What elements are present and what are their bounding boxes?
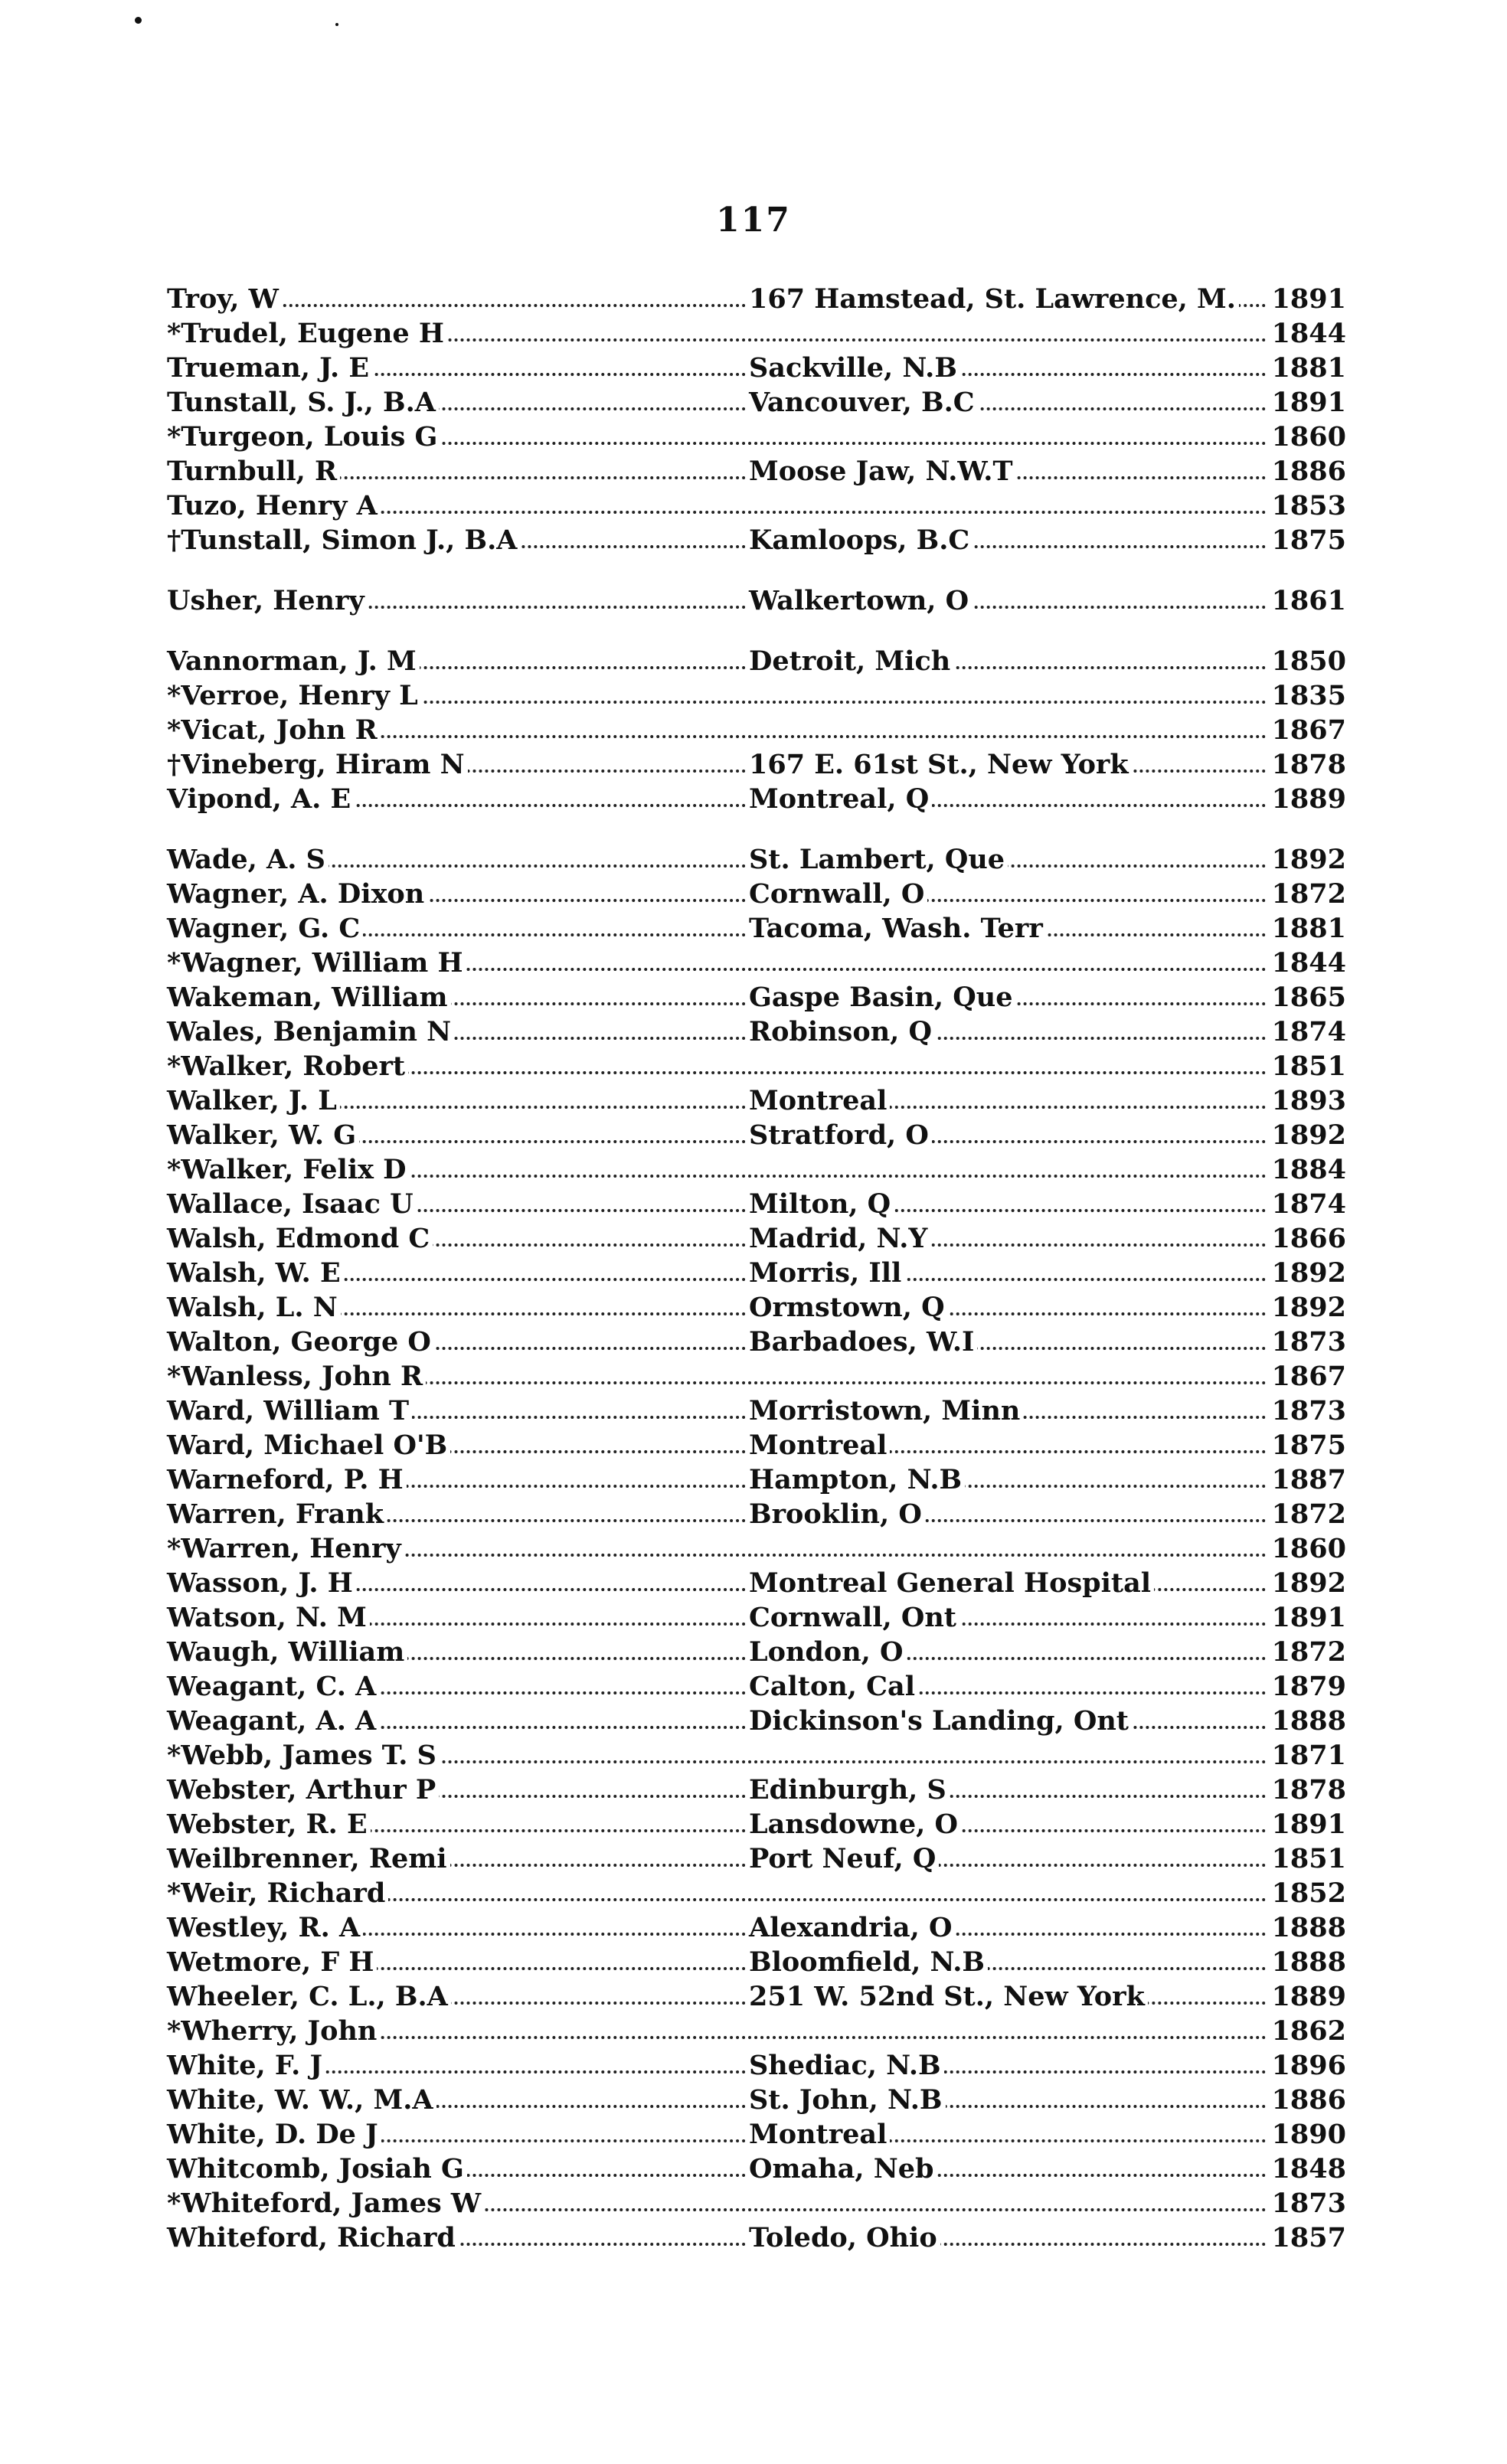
list-item [167,1910,1346,1945]
entry-year: 1896 [1267,2048,1346,2083]
entry-place: Cornwall, Ont [747,1600,959,1635]
entry-place: Walkertown, O [747,583,972,618]
entry-year: 1891 [1267,1807,1346,1841]
entry-name: *Warren, Henry [167,1531,404,1566]
entry-place: Omaha, Neb [747,2152,937,2186]
entry-name: Walton, George O [167,1325,434,1359]
list-item [167,1394,1346,1428]
entry-name: Weilbrenner, Remi [167,1841,450,1876]
entry-place: Dickinson's Landing, Ont [747,1704,1132,1738]
entry-place: Stratford, O [747,1118,932,1152]
entry-year: 1860 [1267,1531,1346,1566]
entry-name: *Wherry, John [167,2014,380,2048]
entry-place: Montreal [747,2117,890,2152]
entry-name: Warneford, P. H [167,1462,407,1497]
entry-year: 1888 [1267,1945,1346,1979]
list-item [167,1704,1346,1738]
entry-year: 1890 [1267,2117,1346,2152]
entry-name: *Walker, Robert [167,1049,408,1083]
list-item [167,1497,1346,1531]
entry-name: Weagant, C. A [167,1669,379,1704]
entry-place: Morristown, Minn [747,1394,1023,1428]
list-item [167,2014,1346,2048]
entry-name: Usher, Henry [167,583,368,618]
entry-year: 1886 [1267,2083,1346,2117]
list-item [167,489,1346,523]
entry-name: White, W. W., M.A [167,2083,436,2117]
entry-place: Hampton, N.B [747,1462,965,1497]
list-item [167,523,1346,557]
list-item [167,1841,1346,1876]
entry-year: 1862 [1267,2014,1346,2048]
entry-place: Robinson, Q [747,1015,935,1049]
list-item [167,1290,1346,1325]
entry-place: Toledo, Ohio [747,2221,940,2255]
entry-year: 1874 [1267,1187,1346,1221]
entry-place: Edinburgh, S [747,1773,950,1807]
list-item [167,980,1346,1015]
entry-name: White, F. J [167,2048,325,2083]
entry-place: Moose Jaw, N.W.T [747,454,1016,489]
entry-place: Gaspe Basin, Que [747,980,1015,1015]
entry-name: Whitcomb, Josiah G [167,2152,467,2186]
entry-year: 1835 [1267,678,1346,713]
list-item [167,1118,1346,1152]
entry-year: 1873 [1267,2186,1346,2221]
entry-name: Wetmore, F H [167,1945,377,1979]
entry-name: Tunstall, S. J., B.A [167,385,439,420]
entry-name: Wakeman, William [167,980,451,1015]
entry-year: 1873 [1267,1394,1346,1428]
entry-place: Vancouver, B.C [747,385,978,420]
entry-name: Webster, Arthur P [167,1773,439,1807]
list-item [167,1428,1346,1462]
entry-year: 1872 [1267,1635,1346,1669]
entry-place: Shediac, N.B [747,2048,944,2083]
entry-year: 1881 [1267,351,1346,385]
list-item [167,1462,1346,1497]
entry-year: 1884 [1267,1152,1346,1187]
entry-name: Wade, A. S [167,842,329,877]
entry-place: Montreal, Q [747,782,932,816]
entry-place: Brooklin, O [747,1497,925,1531]
entry-place: St. John, N.B [747,2083,946,2117]
entry-year: 1875 [1267,523,1346,557]
entry-name: Warren, Frank [167,1497,387,1531]
list-item [167,1979,1346,2014]
entry-name: Walker, J. L [167,1083,340,1118]
entry-name: Wasson, J. H [167,1566,356,1600]
list-item [167,2117,1346,2152]
list-item [167,1531,1346,1566]
entry-year: 1867 [1267,1359,1346,1394]
entry-year: 1857 [1267,2221,1346,2255]
entry-place: Sackville, N.B [747,351,960,385]
entry-place: Madrid, N.Y [747,1221,930,1256]
entry-name: Vipond, A. E [167,782,354,816]
list-item [167,1945,1346,1979]
page-number: 117 [716,201,791,240]
entry-name: Whiteford, Richard [167,2221,459,2255]
entry-year: 1860 [1267,420,1346,454]
list-item [167,1669,1346,1704]
entry-name: *Wagner, William H [167,946,466,980]
entry-year: 1889 [1267,1979,1346,2014]
entry-year: 1892 [1267,1118,1346,1152]
entry-place: Barbadoes, W.I [747,1325,977,1359]
entry-place: Calton, Cal [747,1669,918,1704]
entry-name: Wagner, G. C [167,911,363,946]
entry-name: *Turgeon, Louis G [167,420,440,454]
entry-name: Troy, W [167,282,282,316]
list-item [167,1566,1346,1600]
entry-year: 1872 [1267,1497,1346,1531]
entry-year: 1892 [1267,1566,1346,1600]
list-item [167,1187,1346,1221]
entry-year: 1879 [1267,1669,1346,1704]
entry-name: Watson, N. M [167,1600,370,1635]
list-item [167,1256,1346,1290]
entry-year: 1888 [1267,1910,1346,1945]
entry-year: 1844 [1267,316,1346,351]
entry-name: *Walker, Felix D [167,1152,410,1187]
list-item [167,2048,1346,2083]
entry-name: Wheeler, C. L., B.A [167,1979,451,2014]
entry-year: 1850 [1267,644,1346,678]
entry-name: *Weir, Richard [167,1876,388,1910]
entry-name: White, D. De J [167,2117,381,2152]
entry-year: 1848 [1267,2152,1346,2186]
entry-place: Cornwall, O [747,877,927,911]
entry-year: 1878 [1267,747,1346,782]
list-item [167,420,1346,454]
entry-name: Wallace, Isaac U [167,1187,417,1221]
list-item [167,1876,1346,1910]
entry-place: 167 E. 61st St., New York [747,747,1132,782]
scan-speck [135,17,142,24]
entry-year: 1891 [1267,282,1346,316]
entry-name: *Webb, James T. S [167,1738,440,1773]
entry-place: Ormstown, Q [747,1290,948,1325]
entry-name: *Verroe, Henry L [167,678,421,713]
scan-speck [335,23,338,26]
entry-place: Bloomfield, N.B [747,1945,988,1979]
entry-place: Port Neuf, Q [747,1841,939,1876]
entry-name: Walker, W. G [167,1118,359,1152]
entry-place: Montreal [747,1083,890,1118]
entry-name: Walsh, L. N [167,1290,341,1325]
entry-place: Detroit, Mich [747,644,953,678]
entry-place: Tacoma, Wash. Terr [747,911,1046,946]
entry-name: Trueman, J. E [167,351,372,385]
entry-year: 1892 [1267,842,1346,877]
entry-name: Webster, R. E [167,1807,371,1841]
entry-year: 1878 [1267,1773,1346,1807]
list-item [167,1221,1346,1256]
directory-list [167,282,1346,2255]
entry-year: 1874 [1267,1015,1346,1049]
entry-name: Vannorman, J. M [167,644,420,678]
entry-place: Morris, Ill [747,1256,904,1290]
entry-name: †Vineberg, Hiram N [167,747,468,782]
entry-place: Kamloops, B.C [747,523,973,557]
entry-place: 167 Hamstead, St. Lawrence, M. [747,282,1239,316]
entry-year: 1871 [1267,1738,1346,1773]
list-item [167,1083,1346,1118]
entry-name: Westley, R. A [167,1910,363,1945]
entry-year: 1861 [1267,583,1346,618]
entry-year: 1893 [1267,1083,1346,1118]
list-item [167,385,1346,420]
entry-name: *Wanless, John R [167,1359,426,1394]
entry-year: 1888 [1267,1704,1346,1738]
list-item [167,282,1346,316]
entry-place: London, O [747,1635,907,1669]
entry-name: †Tunstall, Simon J., B.A [167,523,520,557]
list-item [167,782,1346,816]
entry-name: *Whiteford, James W [167,2186,484,2221]
entry-year: 1852 [1267,1876,1346,1910]
entry-year: 1865 [1267,980,1346,1015]
list-item [167,2186,1346,2221]
entry-name: Ward, Michael O'B [167,1428,450,1462]
entry-year: 1872 [1267,877,1346,911]
list-item [167,877,1346,911]
entry-year: 1892 [1267,1256,1346,1290]
entry-place: St. Lambert, Que [747,842,1008,877]
list-item [167,2083,1346,2117]
entry-year: 1881 [1267,911,1346,946]
entry-year: 1886 [1267,454,1346,489]
entry-name: Weagant, A. A [167,1704,379,1738]
list-item [167,583,1346,618]
entry-name: Waugh, William [167,1635,407,1669]
list-item [167,316,1346,351]
list-item [167,351,1346,385]
list-item [167,911,1346,946]
entry-name: Tuzo, Henry A [167,489,381,523]
list-item [167,1738,1346,1773]
entry-year: 1891 [1267,385,1346,420]
entry-year: 1889 [1267,782,1346,816]
list-item [167,1359,1346,1394]
entry-year: 1887 [1267,1462,1346,1497]
entry-year: 1866 [1267,1221,1346,1256]
entry-year: 1844 [1267,946,1346,980]
list-item [167,1049,1346,1083]
entry-name: Wales, Benjamin N [167,1015,454,1049]
entry-year: 1853 [1267,489,1346,523]
list-item [167,713,1346,747]
entry-year: 1867 [1267,713,1346,747]
list-item [167,2152,1346,2186]
list-item [167,1325,1346,1359]
list-item [167,1015,1346,1049]
entry-year: 1891 [1267,1600,1346,1635]
list-item [167,842,1346,877]
entry-place: Alexandria, O [747,1910,955,1945]
entry-place: Montreal [747,1428,890,1462]
list-item [167,678,1346,713]
entry-year: 1851 [1267,1841,1346,1876]
entry-year: 1875 [1267,1428,1346,1462]
list-item [167,1773,1346,1807]
list-item [167,1807,1346,1841]
entry-year: 1873 [1267,1325,1346,1359]
entry-place: Milton, Q [747,1187,894,1221]
entry-name: Ward, William T [167,1394,412,1428]
entry-name: *Trudel, Eugene H [167,316,447,351]
entry-name: Walsh, W. E [167,1256,344,1290]
entry-year: 1851 [1267,1049,1346,1083]
list-item [167,747,1346,782]
entry-name: Turnbull, R [167,454,340,489]
entry-place: Montreal General Hospital [747,1566,1154,1600]
list-item [167,946,1346,980]
list-item [167,1600,1346,1635]
entry-name: Walsh, Edmond C [167,1221,433,1256]
entry-place: 251 W. 52nd St., New York [747,1979,1148,2014]
entry-name: Wagner, A. Dixon [167,877,427,911]
list-item [167,2221,1346,2255]
list-item [167,644,1346,678]
entry-place: Lansdowne, O [747,1807,961,1841]
list-item [167,454,1346,489]
entry-name: *Vicat, John R [167,713,381,747]
entry-year: 1892 [1267,1290,1346,1325]
list-item [167,1152,1346,1187]
list-item [167,1635,1346,1669]
